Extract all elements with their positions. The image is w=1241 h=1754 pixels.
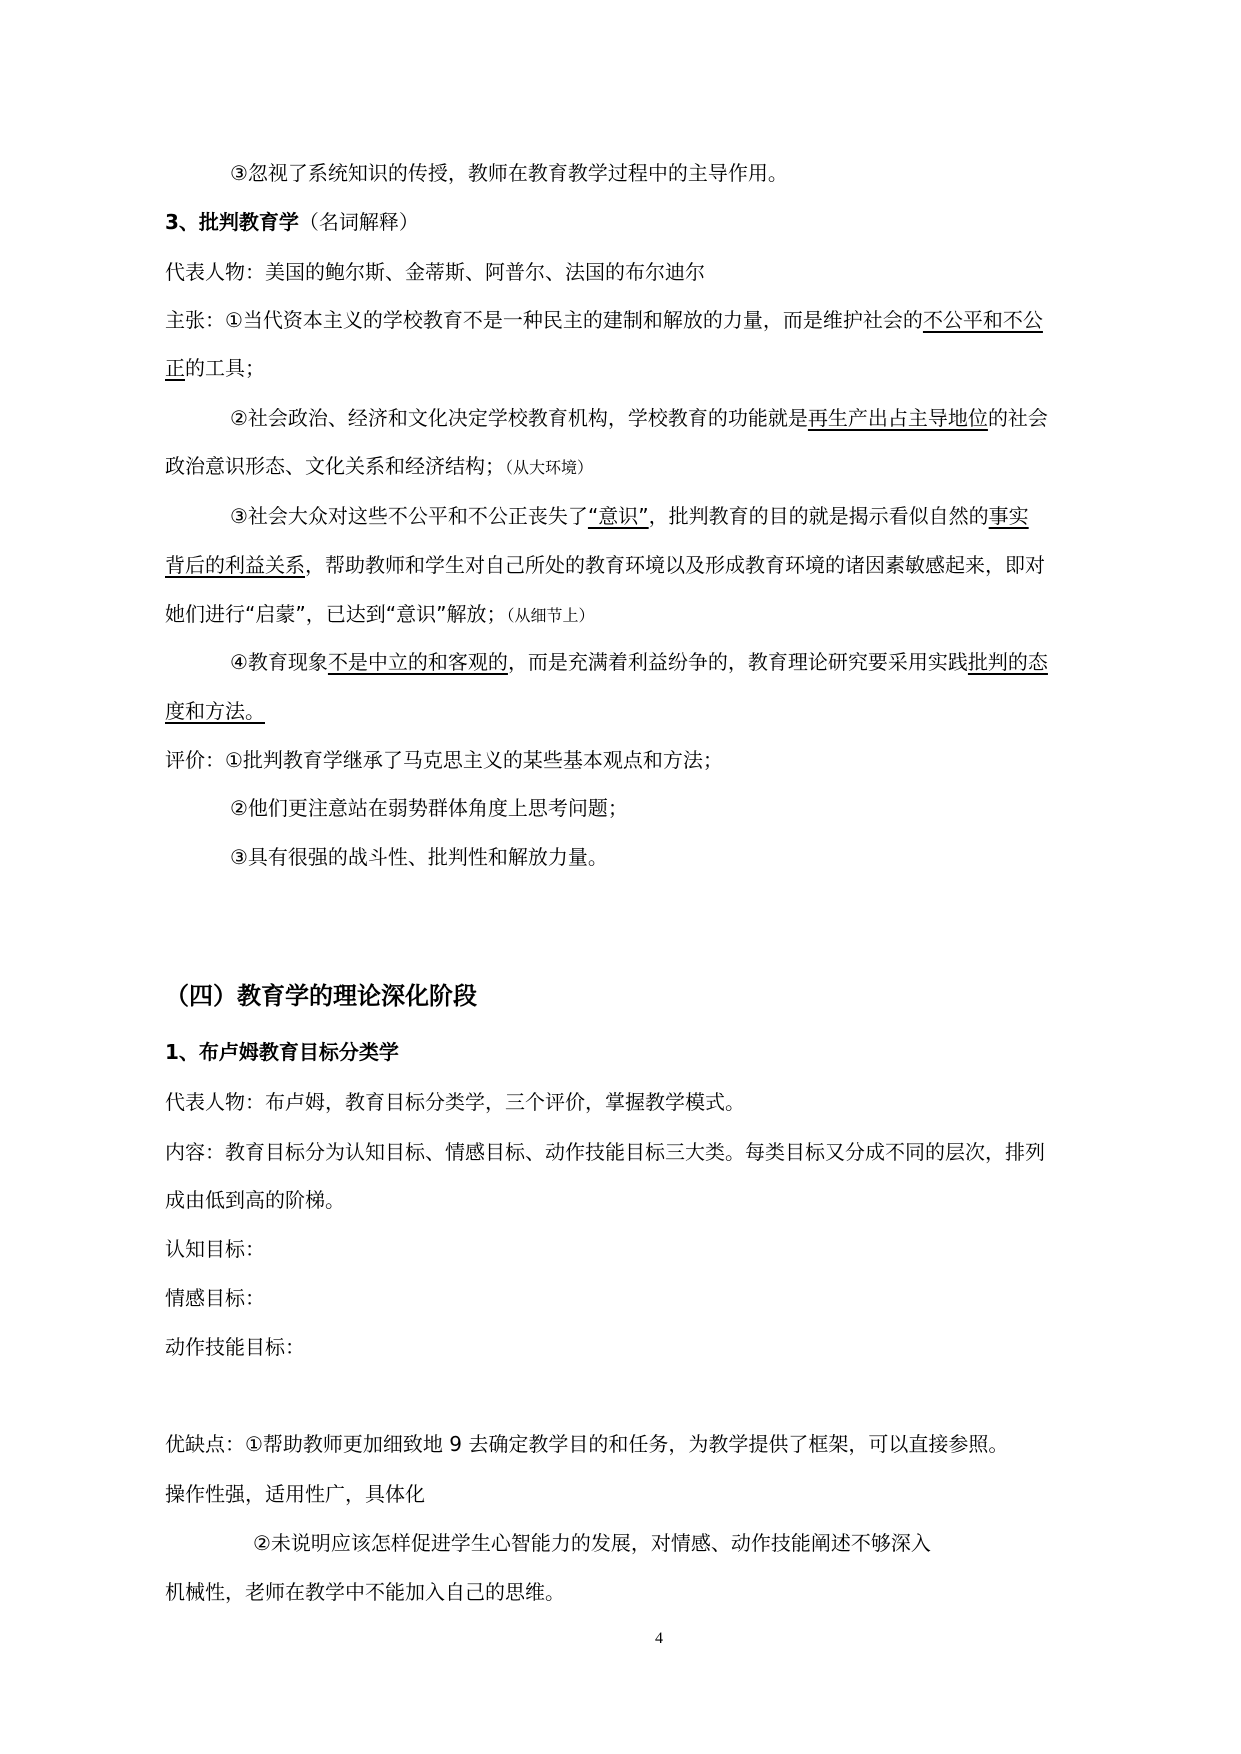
underlined-text: 背后的利益关系 <box>165 553 305 577</box>
text-span: 她们进行“启蒙”，已达到“意识”解放； <box>165 602 507 626</box>
text-line: 评价：①批判教育学继承了马克思主义的某些基本观点和方法； <box>165 748 723 772</box>
note-text: （从细节上） <box>506 606 595 625</box>
text-span: ②社会政治、经济和文化决定学校教育机构，学校教育的功能就是 <box>230 406 808 430</box>
text-line: ③具有很强的战斗性、批判性和解放力量。 <box>230 845 608 869</box>
underlined-text: “意识” <box>587 504 649 528</box>
text-line <box>165 551 1045 579</box>
text-line <box>165 354 265 382</box>
text-line: 代表人物：美国的鲍尔斯、金蒂斯、阿普尔、法国的布尔迪尔 <box>165 260 705 284</box>
text-line <box>165 600 594 630</box>
text-line: ③忽视了系统知识的传授，教师在教育教学过程中的主导作用。 <box>230 161 788 185</box>
underlined-text: 不是中立的和客观的 <box>327 650 508 674</box>
text-line: 动作技能目标： <box>165 1335 305 1359</box>
section-heading: （四）教育学的理论深化阶段 <box>165 982 477 1010</box>
text-line: 优缺点：①帮助教师更加细致地 9 去确定教学目的和任务，为教学提供了框架，可以直接参照。 <box>165 1432 1009 1456</box>
heading-text: 3、批判教育学 <box>165 210 299 234</box>
text-line <box>230 502 1029 530</box>
text-line <box>230 648 1048 676</box>
text-span: 的社会 <box>987 406 1048 430</box>
text-span: ③社会大众对这些不公平和不公正丧失了 <box>230 504 588 528</box>
text-span: ④教育现象 <box>230 650 328 674</box>
text-line: 认知目标： <box>165 1237 265 1261</box>
underlined-text: 正 <box>165 356 185 380</box>
subsection-heading: 1、布卢姆教育目标分类学 <box>165 1040 399 1064</box>
text-line <box>230 404 1048 432</box>
underlined-text: 批判的态 <box>967 650 1048 674</box>
text-span: 政治意识形态、文化关系和经济结构； <box>165 454 505 478</box>
section-heading <box>165 208 419 236</box>
heading-note: （名词解释） <box>298 210 419 234</box>
text-line: 操作性强，适用性广，具体化 <box>165 1482 425 1506</box>
text-line: 内容：教育目标分为认知目标、情感目标、动作技能目标三大类。每类目标又分成不同的层次，排列 <box>165 1140 1045 1164</box>
text-line: 情感目标： <box>165 1286 265 1310</box>
text-line <box>165 306 1043 334</box>
text-line: 代表人物：布卢姆，教育目标分类学，三个评价，掌握教学模式。 <box>165 1090 745 1114</box>
note-text: （从大环境） <box>505 458 594 477</box>
text-span: 的工具； <box>185 356 265 380</box>
text-span: ，帮助教师和学生对自己所处的教育环境以及形成教育环境的诸因素敏感起来，即对 <box>305 553 1045 577</box>
text-line: ②他们更注意站在弱势群体角度上思考问题； <box>230 796 628 820</box>
page-number: 4 <box>655 1630 663 1647</box>
text-line: ②未说明应该怎样促进学生心智能力的发展，对情感、动作技能阐述不够深入 <box>253 1531 931 1555</box>
text-line: 机械性，老师在教学中不能加入自己的思维。 <box>165 1580 565 1604</box>
text-line <box>165 452 593 482</box>
text-line <box>165 697 265 725</box>
text-span: ，批判教育的目的就是揭示看似自然的 <box>648 504 989 528</box>
text-line: 成由低到高的阶梯。 <box>165 1188 345 1212</box>
text-span: ①当代资本主义的学校教育不是一种民主的建制和解放的力量，而是维护社会的 <box>225 308 923 332</box>
underlined-text: 事实 <box>988 504 1029 528</box>
underlined-text: 不公平和不公 <box>922 308 1043 332</box>
text-span: ，而是充满着利益纷争的，教育理论研究要采用实践 <box>507 650 968 674</box>
underlined-text: 再生产出占主导地位 <box>807 406 988 430</box>
underlined-text: 度和方法。 <box>165 699 265 723</box>
text-span: 主张： <box>165 308 225 332</box>
